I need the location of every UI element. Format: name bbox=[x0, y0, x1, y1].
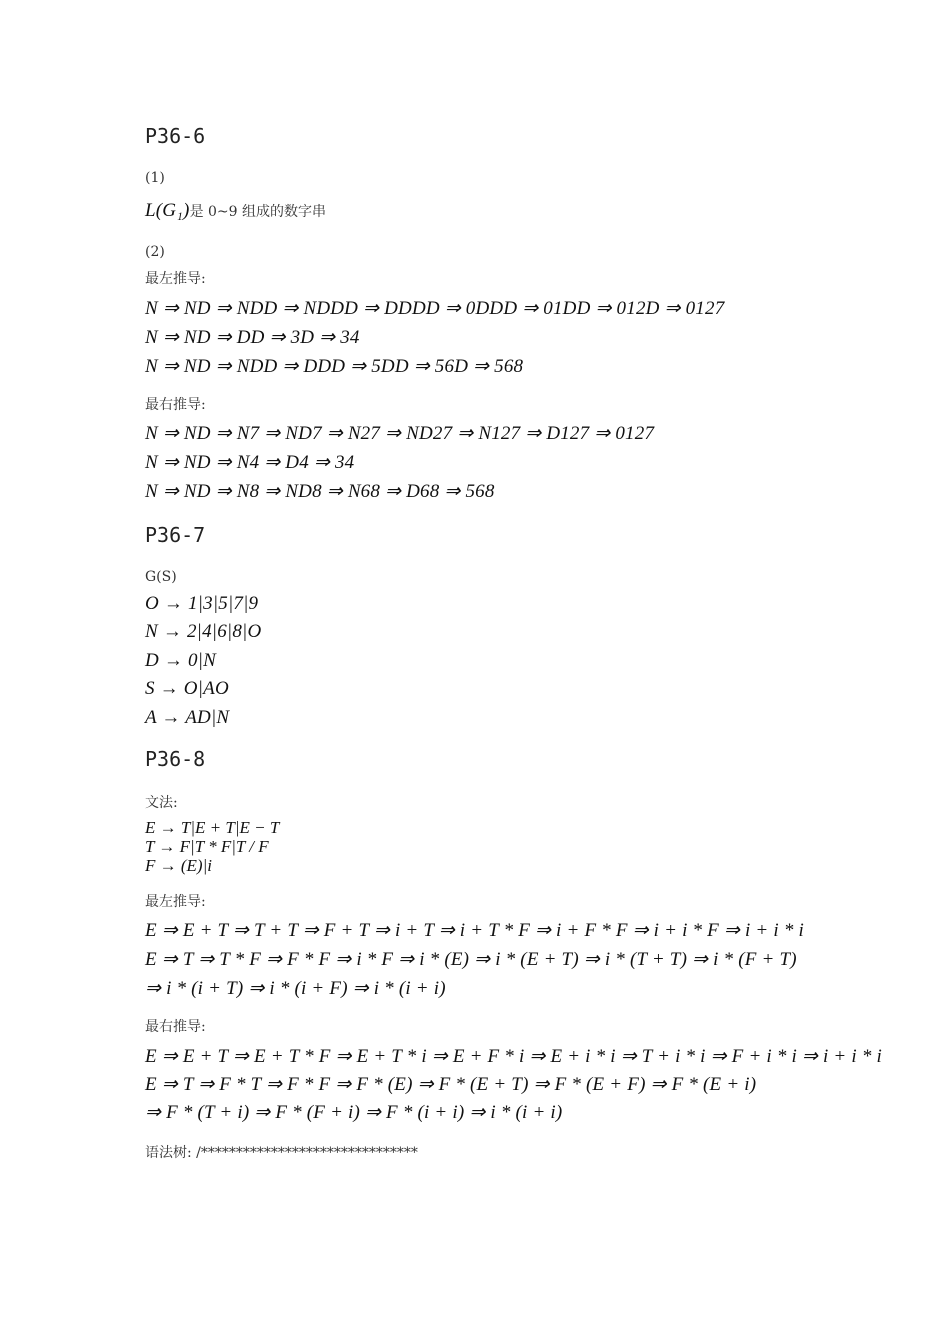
grammar-rule: N → 2|4|6|8|O bbox=[145, 621, 262, 642]
section-heading-p36-8: P36-8 bbox=[145, 747, 206, 771]
grammar-rule: D → 0|N bbox=[145, 650, 217, 671]
part-1-label: (1) bbox=[145, 170, 165, 186]
grammar-label: G(S) bbox=[145, 569, 177, 585]
derivation-line: ⇒ i * (i + T) ⇒ i * (i + F) ⇒ i * (i + i) bbox=[145, 978, 446, 999]
leftmost-derivation-label: 最左推导: bbox=[145, 271, 206, 287]
language-symbol: L(G₁) bbox=[145, 200, 190, 221]
grammar-rule: T → F|T * F|T / F bbox=[145, 837, 269, 856]
language-definition bbox=[145, 200, 326, 222]
derivation-line: ⇒ F * (T + i) ⇒ F * (F + i) ⇒ F * (i + i) ⇒ i * (i + i) bbox=[145, 1102, 563, 1123]
section-heading-p36-7: P36-7 bbox=[145, 523, 206, 547]
language-description: 是 0~9 组成的数字串 bbox=[189, 204, 327, 220]
grammar-rule: F → (E)|i bbox=[145, 856, 212, 875]
derivation-line: N ⇒ ND ⇒ NDD ⇒ DDD ⇒ 5DD ⇒ 56D ⇒ 568 bbox=[145, 356, 524, 377]
section-heading-p36-6: P36-6 bbox=[145, 124, 206, 148]
leftmost-derivation-label: 最左推导: bbox=[145, 894, 206, 910]
rightmost-derivation-label: 最右推导: bbox=[145, 1019, 206, 1035]
grammar-rule: O → 1|3|5|7|9 bbox=[145, 593, 259, 614]
derivation-line: N ⇒ ND ⇒ N7 ⇒ ND7 ⇒ N27 ⇒ ND27 ⇒ N127 ⇒ D127 ⇒ 0127 bbox=[145, 423, 655, 444]
rightmost-derivation-label: 最右推导: bbox=[145, 397, 206, 413]
derivation-line: N ⇒ ND ⇒ N4 ⇒ D4 ⇒ 34 bbox=[145, 452, 355, 473]
grammar-rule: E → T|E + T|E − T bbox=[145, 818, 280, 837]
syntax-tree-label: 语法树: /******************************* bbox=[145, 1145, 418, 1161]
derivation-line: N ⇒ ND ⇒ NDD ⇒ NDDD ⇒ DDDD ⇒ 0DDD ⇒ 01DD ⇒ 012D ⇒ 0127 bbox=[145, 298, 725, 319]
derivation-line: E ⇒ T ⇒ T * F ⇒ F * F ⇒ i * F ⇒ i * (E) ⇒ i * (E + T) ⇒ i * (T + T) ⇒ i * (F + T) bbox=[145, 949, 797, 970]
derivation-line: E ⇒ E + T ⇒ T + T ⇒ F + T ⇒ i + T ⇒ i + T * F ⇒ i + F * F ⇒ i + i * F ⇒ i + i * i bbox=[145, 920, 804, 941]
derivation-line: N ⇒ ND ⇒ N8 ⇒ ND8 ⇒ N68 ⇒ D68 ⇒ 568 bbox=[145, 481, 495, 502]
grammar-rule: A → AD|N bbox=[145, 707, 230, 728]
derivation-line: E ⇒ T ⇒ F * T ⇒ F * F ⇒ F * (E) ⇒ F * (E + T) ⇒ F * (E + F) ⇒ F * (E + i) bbox=[145, 1074, 757, 1095]
derivation-line: N ⇒ ND ⇒ DD ⇒ 3D ⇒ 34 bbox=[145, 327, 360, 348]
part-2-label: (2) bbox=[145, 244, 165, 260]
derivation-line: E ⇒ E + T ⇒ E + T * F ⇒ E + T * i ⇒ E + F * i ⇒ E + i * i ⇒ T + i * i ⇒ F + i * i ⇒ i + i * i bbox=[145, 1046, 882, 1067]
grammar-rule: S → O|AO bbox=[145, 678, 229, 699]
grammar-label: 文法: bbox=[145, 795, 178, 811]
